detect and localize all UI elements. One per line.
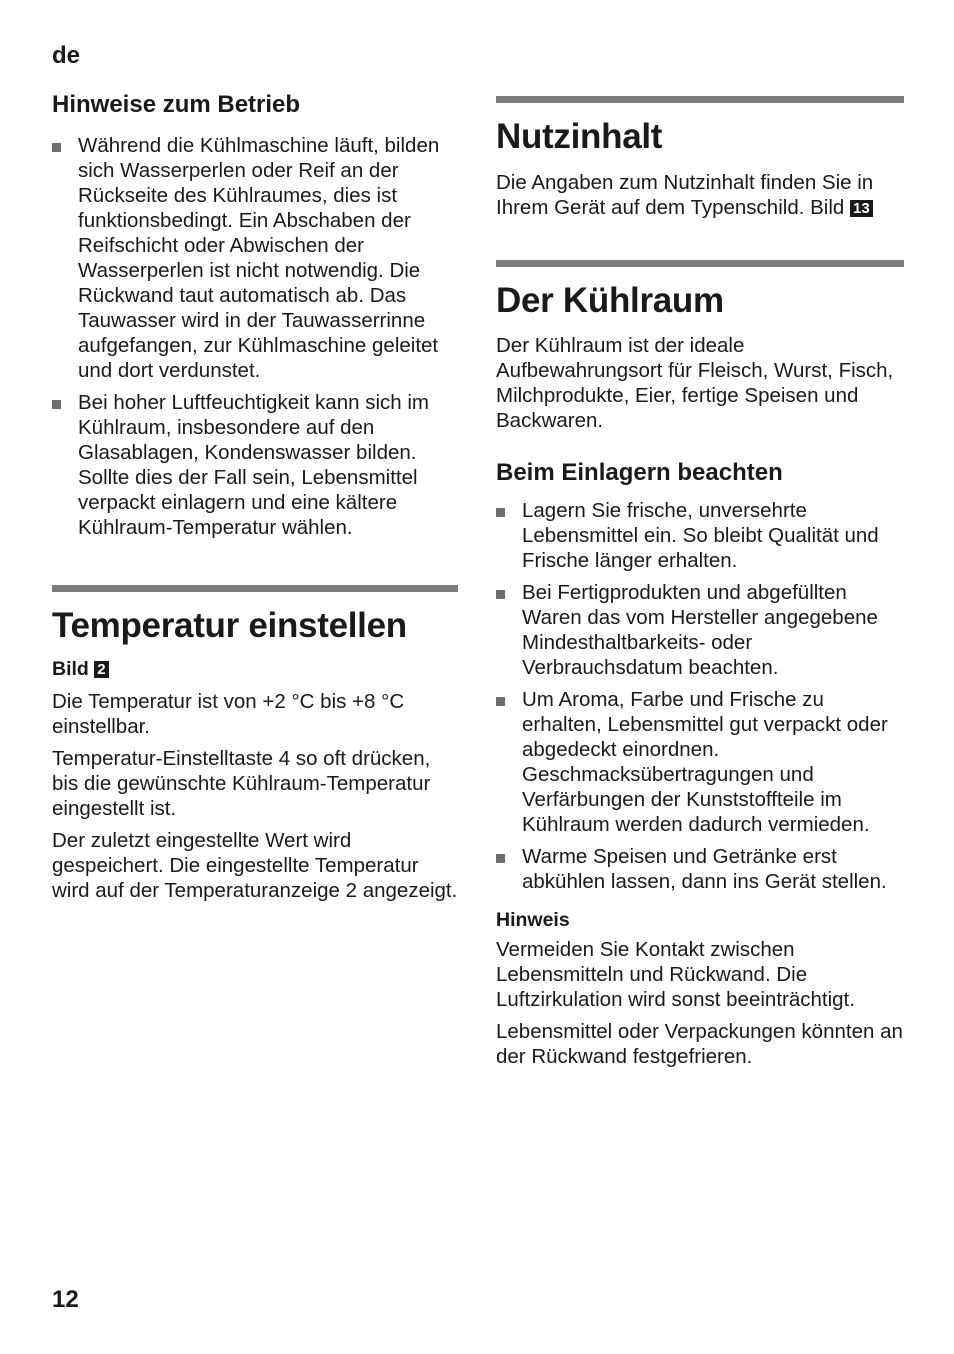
section-divider xyxy=(52,585,458,592)
section-title-einlagern: Beim Einlagern beachten xyxy=(496,459,783,486)
figure-number-badge: 2 xyxy=(94,661,108,678)
square-bullet-icon xyxy=(52,400,61,409)
einlagern-list xyxy=(496,498,904,894)
right-column xyxy=(496,96,904,1069)
paragraph: Temperatur-Einstelltaste 4 so oft drücken, bis die gewünschte Kühlraum-Temperatur eingestellt ist. xyxy=(52,747,431,820)
section-title-temperatur: Temperatur einstellen xyxy=(52,606,407,645)
figure-reference: Bild 2 xyxy=(52,656,458,682)
section-divider xyxy=(496,260,904,267)
square-bullet-icon xyxy=(52,143,61,152)
paragraph: Lebensmittel oder Verpackungen könnten an der Rückwand festgefrieren. xyxy=(496,1020,903,1068)
paragraph: Die Angaben zum Nutzinhalt finden Sie in Ihrem Gerät auf dem Typenschild. Bild 13 xyxy=(496,171,874,219)
section-title-kuehlraum: Der Kühlraum xyxy=(496,281,724,320)
section-divider xyxy=(496,96,904,103)
list-item: Um Aroma, Farbe und Frische zu erhalten, Lebensmittel gut verpackt oder abgedeckt einordnen. Geschmacksübertragungen und Verfärbungen der Kunststoffteile im Kühlraum werden dadurch vermieden. xyxy=(496,687,904,837)
section-title-betrieb: Hinweise zum Betrieb xyxy=(52,91,301,118)
square-bullet-icon xyxy=(496,854,505,863)
list-item: Bei hoher Luftfeuchtigkeit kann sich im Kühlraum, insbesondere auf den Glasablagen, Kondenswasser bilden. Sollte dies der Fall sein, Lebensmittel verpackt einlagern und eine kältere Kühlraum-Temperatur wählen. xyxy=(52,390,458,540)
page-number: 12 xyxy=(52,1286,79,1313)
list-item: Während die Kühlmaschine läuft, bilden sich Wasserperlen oder Reif an der Rückseite des Kühlraumes, dies ist funktionsbedingt. Ein Abschaben der Reifschicht oder Abwischen der Wasserperlen ist nicht notwendig. Die Rückwand taut automatisch ab. Das Tauwasser wird in der Tauwasserrinne aufgefangen, zur Kühlmaschine geleitet und dort verdunstet. xyxy=(52,133,458,383)
language-label: de xyxy=(52,42,81,69)
list-item: Warme Speisen und Getränke erst abkühlen lassen, dann ins Gerät stellen. xyxy=(496,844,904,894)
paragraph: Die Temperatur ist von +2 °C bis +8 °C einstellbar. xyxy=(52,690,405,738)
square-bullet-icon xyxy=(496,590,505,599)
figure-number-badge: 13 xyxy=(850,200,873,217)
note-title: Hinweis xyxy=(496,909,570,931)
square-bullet-icon xyxy=(496,697,505,706)
paragraph: Der Kühlraum ist der ideale Aufbewahrungsort für Fleisch, Wurst, Fisch, Milchprodukte, Eier, fertige Speisen und Backwaren. xyxy=(496,334,894,432)
paragraph: Vermeiden Sie Kontakt zwischen Lebensmitteln und Rückwand. Die Luftzirkulation wird sonst beeinträchtigt. xyxy=(496,938,855,1011)
square-bullet-icon xyxy=(496,508,505,517)
section-title-nutzinhalt: Nutzinhalt xyxy=(496,117,663,156)
list-item: Lagern Sie frische, unversehrte Lebensmittel ein. So bleibt Qualität und Frische länger erhalten. xyxy=(496,498,904,573)
list-item: Bei Fertigprodukten und abgefüllten Waren das vom Hersteller angegebene Mindesthaltbarkeits- oder Verbrauchsdatum beachten. xyxy=(496,580,904,680)
left-column xyxy=(52,88,458,903)
paragraph: Der zuletzt eingestellte Wert wird gespeichert. Die eingestellte Temperatur wird auf der Temperaturanzeige 2 angezeigt. xyxy=(52,829,458,902)
betrieb-list xyxy=(52,133,458,540)
